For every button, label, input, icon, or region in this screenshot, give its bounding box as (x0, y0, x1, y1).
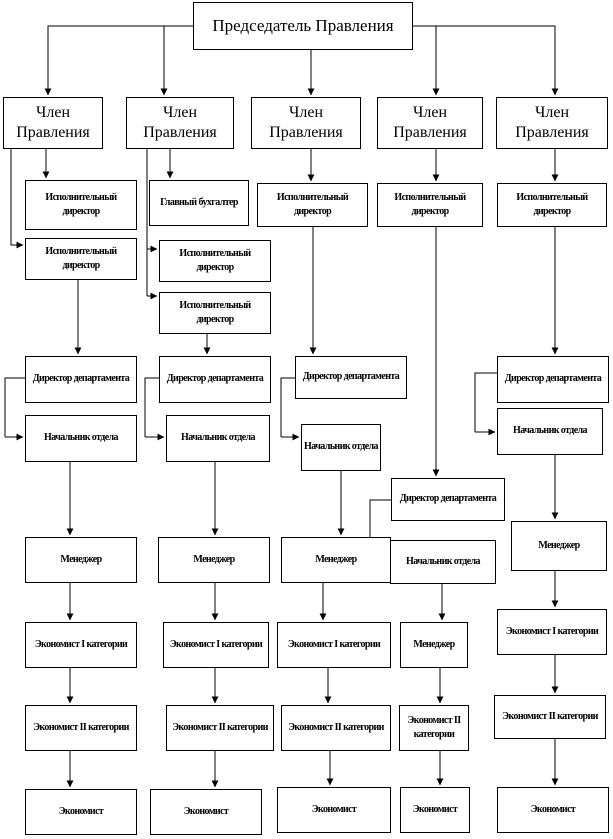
position-box-5-5-label: Экономист I категории (505, 625, 599, 637)
board-member-box-2 (126, 97, 234, 149)
position-box-2-8 (166, 705, 274, 751)
position-box-1-6-label: Экономист I категории (34, 638, 128, 650)
position-box-2-9 (150, 789, 262, 835)
position-box-1-5-label: Менеджер (60, 553, 102, 565)
position-box-1-3 (25, 356, 137, 403)
position-box-4-3 (390, 540, 496, 584)
position-box-5-3-label: Начальник отдела (513, 425, 587, 437)
position-box-2-8-label: Экономист II категории (172, 721, 268, 733)
chairman-box (193, 2, 413, 50)
connector-c3-bracket (281, 378, 295, 437)
position-box-5-2 (497, 356, 609, 403)
position-box-4-1-label: Исполнительный директор (394, 191, 466, 217)
position-box-1-8 (25, 789, 137, 835)
position-box-2-6-label: Менеджер (193, 553, 235, 565)
position-box-2-7 (163, 622, 269, 668)
position-box-1-2 (25, 238, 137, 280)
position-box-2-1 (149, 180, 249, 226)
connector-c5-bracket (475, 373, 497, 432)
position-box-1-7 (25, 705, 137, 751)
position-box-3-3-label: Начальник отдела (304, 441, 378, 453)
position-box-5-4 (511, 521, 607, 571)
position-box-3-3 (301, 424, 381, 471)
connector-root-right (413, 26, 555, 90)
position-box-3-1-label: Исполнительный директор (276, 191, 349, 217)
position-box-4-4 (400, 622, 468, 668)
position-box-1-3-label: Директор департамента (32, 373, 130, 385)
position-box-2-2 (159, 240, 271, 282)
position-box-1-2-label: Исполнительный директор (45, 245, 117, 271)
position-box-2-4 (159, 356, 271, 403)
position-box-2-2-label: Исполнительный директор (179, 247, 251, 273)
position-box-2-4-label: Директор департамента (166, 373, 264, 385)
position-box-3-6 (281, 705, 391, 751)
board-member-box-4-label: Член Правления (393, 104, 467, 141)
position-box-5-2-label: Директор департамента (504, 373, 602, 385)
connector-c2-bracket (145, 378, 159, 437)
board-member-box-5 (496, 97, 608, 149)
connector-c1-bracket (5, 378, 25, 437)
board-member-box-2-label: Член Правления (143, 104, 217, 141)
position-box-3-2 (295, 356, 407, 399)
position-box-1-1-label: Исполнительный директор (45, 191, 117, 217)
position-box-3-4-label: Менеджер (315, 553, 357, 565)
position-box-4-2 (391, 478, 505, 521)
position-box-4-4-label: Менеджер (413, 638, 455, 650)
position-box-4-5-label: Экономист II категории (407, 714, 461, 740)
position-box-2-6 (158, 537, 270, 583)
position-box-1-5 (25, 537, 137, 583)
position-box-2-7-label: Экономист I категории (169, 638, 263, 650)
position-box-5-6 (494, 695, 606, 739)
position-box-3-7-label: Экономист (311, 803, 357, 815)
board-member-box-1 (3, 97, 103, 149)
board-member-box-1-label: Член Правления (16, 104, 90, 141)
position-box-5-5 (497, 609, 607, 655)
position-box-2-9-label: Экономист (183, 805, 229, 817)
position-box-1-4 (25, 415, 137, 462)
board-member-box-5-label: Член Правления (515, 104, 589, 141)
position-box-1-1 (25, 180, 137, 230)
position-box-3-2-label: Директор департамента (302, 371, 400, 383)
chairman-box-label: Председатель Правления (212, 16, 394, 35)
position-box-1-6 (25, 622, 137, 668)
position-box-1-7-label: Экономист II категории (33, 721, 129, 733)
position-box-5-7-label: Экономист (530, 803, 576, 815)
connector-root-left (48, 26, 193, 90)
position-box-2-5 (166, 415, 270, 462)
position-box-5-4-label: Менеджер (538, 539, 580, 551)
board-member-box-3-label: Член Правления (269, 104, 343, 141)
position-box-3-6-label: Экономист II категории (288, 721, 384, 733)
position-box-5-3 (497, 408, 603, 455)
position-box-5-1 (497, 183, 607, 227)
position-box-3-7 (277, 787, 391, 833)
arrow-c1-2 (11, 149, 23, 245)
position-box-4-1 (377, 183, 483, 227)
position-box-3-1 (257, 183, 368, 227)
position-box-4-6-label: Экономист (412, 803, 458, 815)
position-box-5-7 (497, 787, 609, 833)
position-box-4-5 (399, 705, 469, 751)
position-box-1-4-label: Начальник отдела (44, 432, 118, 444)
position-box-4-2-label: Директор департамента (399, 493, 497, 505)
position-box-5-6-label: Экономист II категории (502, 710, 598, 722)
position-box-2-3-label: Исполнительный директор (179, 299, 251, 325)
position-box-2-1-label: Главный бухгалтер (160, 196, 238, 208)
position-box-4-3-label: Начальник отдела (406, 555, 480, 567)
board-member-box-4 (377, 97, 483, 149)
position-box-4-6 (400, 787, 470, 833)
position-box-2-5-label: Начальник отдела (181, 432, 255, 444)
position-box-2-3 (159, 292, 271, 334)
position-box-3-4 (281, 537, 391, 583)
board-member-box-3 (251, 97, 361, 149)
position-box-5-1-label: Исполнительный директор (516, 191, 588, 217)
position-box-1-8-label: Экономист (58, 805, 104, 817)
position-box-3-5-label: Экономист I категории (287, 638, 381, 650)
position-box-3-5 (277, 622, 391, 668)
